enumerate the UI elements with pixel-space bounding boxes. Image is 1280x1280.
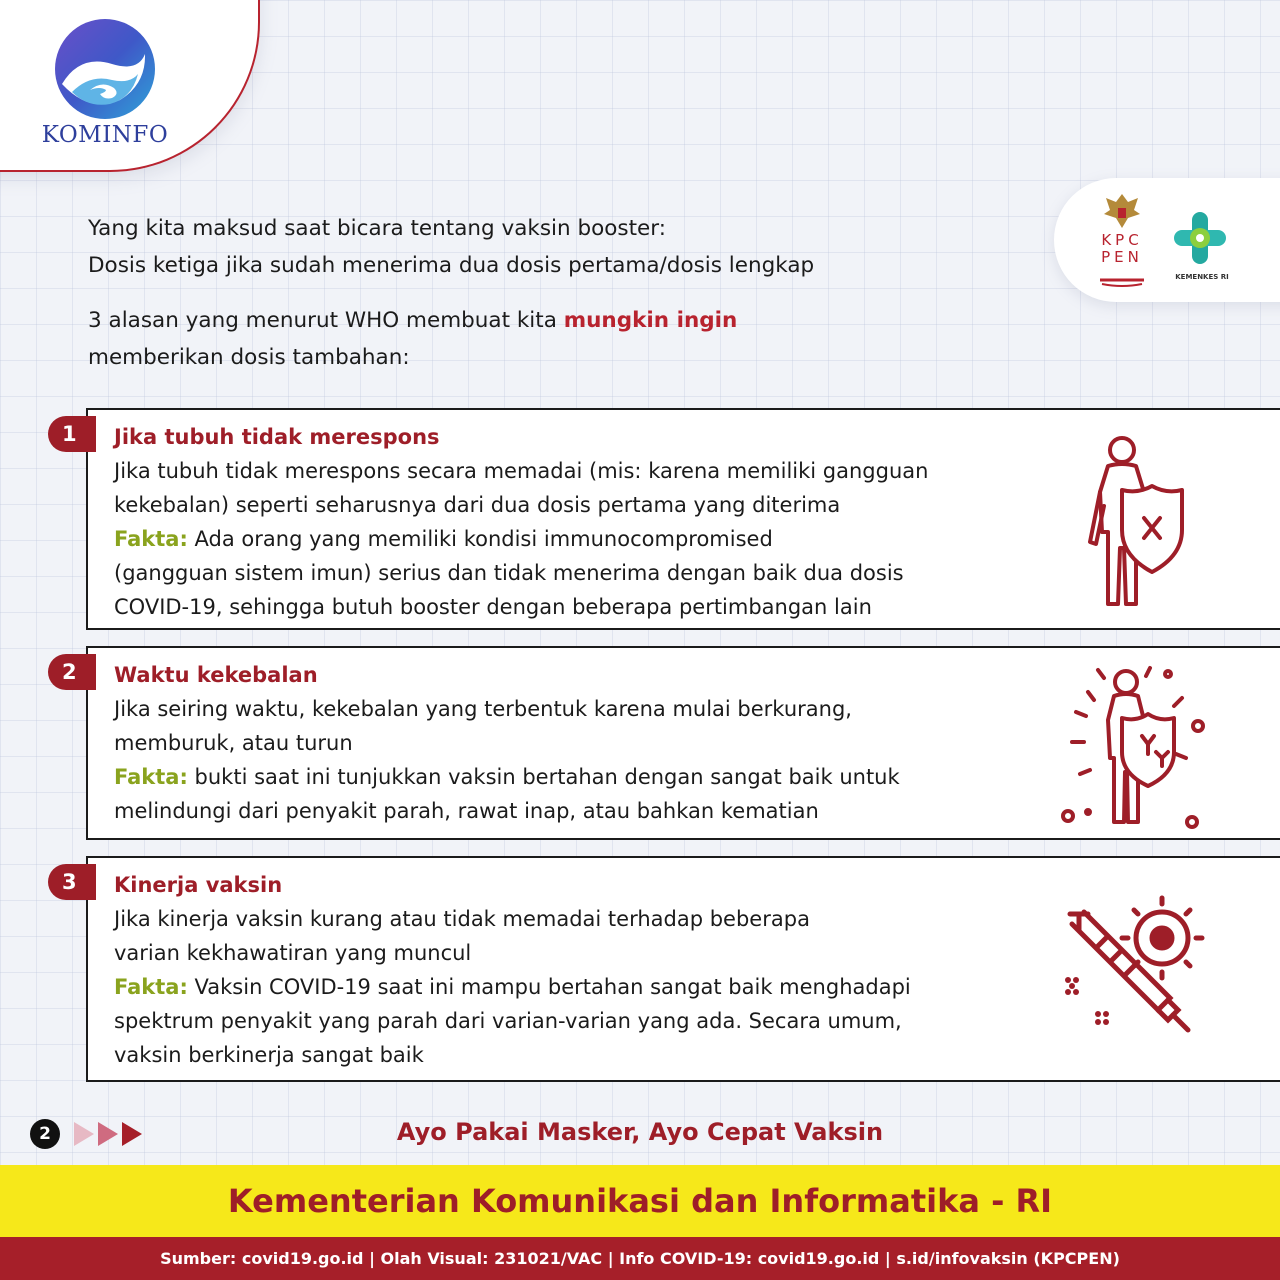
- kemenkes-logo-text: KEMENKES RI: [1175, 273, 1229, 281]
- reason-body-line: Jika seiring waktu, kekebalan yang terbentuk karena mulai berkurang,: [114, 697, 852, 721]
- reason-body-line: memburuk, atau turun: [114, 731, 353, 755]
- fakta-text: melindungi dari penyakit parah, rawat inap, atau bahkan kematian: [114, 799, 819, 823]
- fakta-label: Fakta:: [114, 527, 188, 551]
- reason-title: Waktu kekebalan: [114, 663, 318, 687]
- ministry-banner: [0, 1165, 1280, 1237]
- fakta-text: vaksin berkinerja sangat baik: [114, 1043, 424, 1067]
- reason-number-badge: 3: [48, 864, 96, 900]
- reason-card-1: [62, 408, 1280, 630]
- reason-title: Jika tubuh tidak merespons: [114, 425, 440, 449]
- reasons-heading: [88, 302, 1008, 376]
- sources-bar: [0, 1237, 1280, 1280]
- reason-title: Kinerja vaksin: [114, 873, 283, 897]
- fakta-text: (gangguan sistem imun) serius dan tidak menerima dengan baik dua dosis: [114, 561, 904, 585]
- reason-number-badge: 2: [48, 654, 96, 690]
- intro-line-1: Yang kita maksud saat bicara tentang vaksin booster:: [88, 216, 666, 241]
- kominfo-logo-text: KOMINFO: [41, 122, 169, 148]
- reason-number-badge: 1: [48, 416, 96, 452]
- reasons-highlight: mungkin ingin: [563, 308, 738, 333]
- reasons-post: memberikan dosis tambahan:: [88, 345, 410, 370]
- reason-body-line: Jika tubuh tidak merespons secara memadai (mis: karena memiliki gangguan: [114, 459, 929, 483]
- fakta-text: COVID-19, sehingga butuh booster dengan beberapa pertimbangan lain: [114, 595, 872, 619]
- kemenkes-logo-icon: [1170, 208, 1230, 268]
- kpcpen-logo-text: KPC PEN: [1101, 231, 1143, 266]
- reason-card-3: [62, 856, 1280, 1082]
- ministry-name: Kementerian Komunikasi dan Informatika - RI: [227, 1182, 1053, 1220]
- fakta-text: spektrum penyakit yang parah dari varian-varian yang ada. Secara umum,: [114, 1009, 902, 1033]
- reasons-pre: 3 alasan yang menurut WHO membuat kita: [88, 308, 564, 333]
- reason-body-line: varian kekhawatiran yang muncul: [114, 941, 472, 965]
- fakta-text: Vaksin COVID-19 saat ini mampu bertahan sangat baik menghadapi: [187, 975, 911, 999]
- reason-body-line: kekebalan) seperti seharusnya dari dua dosis pertama yang diterima: [114, 493, 841, 517]
- fakta-text: Ada orang yang memiliki kondisi immunocompromised: [187, 527, 773, 551]
- page-number: 2: [30, 1119, 60, 1149]
- reason-card-2: [62, 646, 1280, 840]
- sources-text: Sumber: covid19.go.id | Olah Visual: 231021/VAC | Info COVID-19: covid19.go.id | s.id/infovaksin (KPCPEN): [160, 1249, 1120, 1268]
- intro-line-2: Dosis ketiga jika sudah menerima dua dosis pertama/dosis lengkap: [88, 253, 815, 278]
- fakta-label: Fakta:: [114, 975, 188, 999]
- partner-logos-card: [1054, 178, 1280, 302]
- footer-tagline: [0, 1112, 1280, 1156]
- kominfo-logo-icon: [50, 14, 160, 124]
- fakta-label: Fakta:: [114, 765, 188, 789]
- person-shield-x-icon: [1082, 432, 1192, 612]
- intro-text: [88, 210, 1008, 284]
- slogan-text: Ayo Pakai Masker, Ayo Cepat Vaksin: [396, 1118, 884, 1146]
- person-antibody-shield-icon: [1058, 662, 1208, 832]
- reason-body-line: Jika kinerja vaksin kurang atau tidak memadai terhadap beberapa: [114, 907, 810, 931]
- fakta-text: bukti saat ini tunjukkan vaksin bertahan dengan sangat baik untuk: [187, 765, 900, 789]
- syringe-virus-icon: [1058, 894, 1208, 1040]
